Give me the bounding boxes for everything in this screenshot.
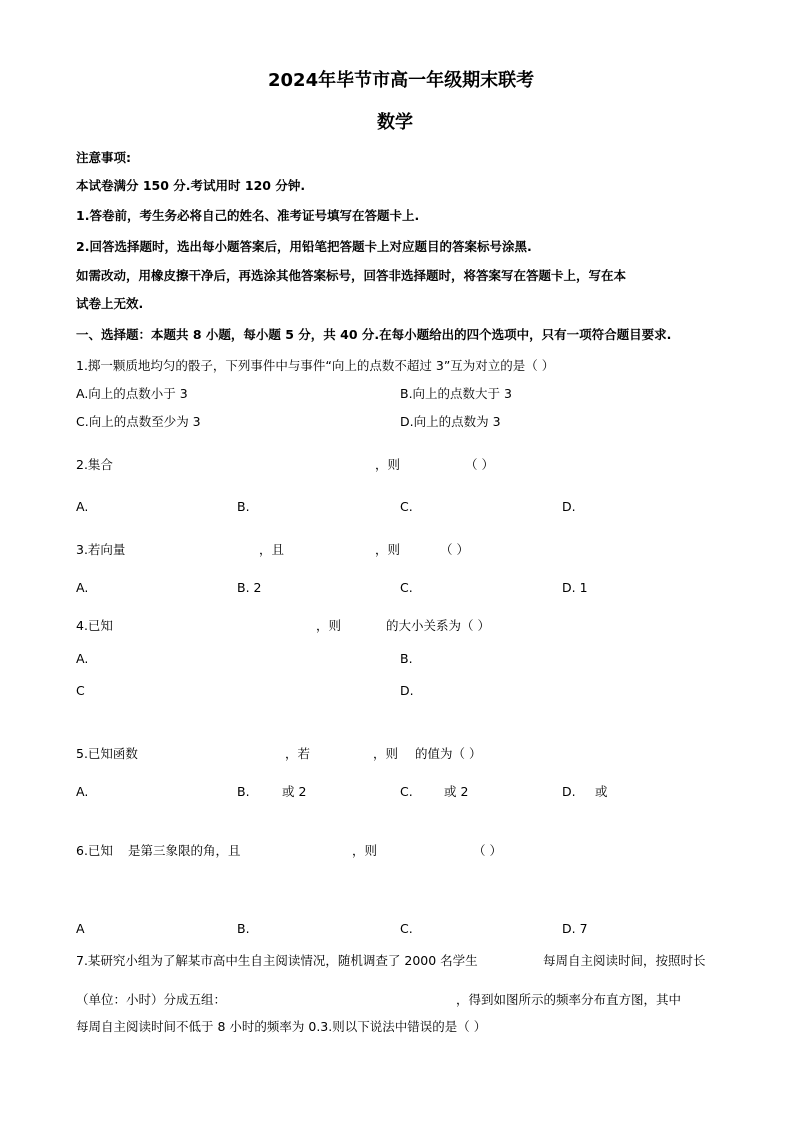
question-1-option-a: A.向上的点数小于 3: [76, 386, 188, 401]
question-7-stem: 每周自主阅读时间，按照时长: [543, 953, 706, 968]
question-3-option-c: C.: [400, 580, 413, 595]
question-4-option-c: C: [76, 683, 85, 698]
question-5-stem: ，则: [373, 746, 399, 761]
question-7-stem: （单位：小时）分成五组：: [76, 992, 227, 1007]
notice-line: 试卷上无效.: [76, 296, 144, 311]
question-5-option-d-text: 或: [595, 784, 608, 799]
question-3-stem: （ ）: [440, 542, 469, 557]
question-2-stem: （ ）: [465, 457, 494, 472]
question-1-stem: 1.掷一颗质地均匀的骰子，下列事件中与事件“向上的点数不超过 3”互为对立的是（ ）: [76, 358, 555, 373]
question-6-option-b: B.: [237, 921, 250, 936]
question-3-stem: ，则: [375, 542, 401, 557]
question-5-stem: ，若: [285, 746, 311, 761]
question-7-stem: ，得到如图所示的频率分布直方图，其中: [456, 992, 682, 1007]
question-2-option-a: A.: [76, 499, 89, 514]
question-2-option-b: B.: [237, 499, 250, 514]
notice-line: 本试卷满分 150 分.考试用时 120 分钟.: [76, 178, 306, 193]
question-4-option-d: D.: [400, 683, 414, 698]
question-1-option-b: B.向上的点数大于 3: [400, 386, 512, 401]
question-5-option-c-text: 或 2: [444, 784, 469, 799]
question-6-option-c: C.: [400, 921, 413, 936]
question-5-option-c: C.: [400, 784, 413, 799]
notice-line: 2.回答选择题时，选出每小题答案后，用铅笔把答题卡上对应题目的答案标号涂黑.: [76, 239, 532, 254]
notice-heading: 注意事项:: [76, 150, 131, 165]
section-heading: 一、选择题：本题共 8 小题，每小题 5 分，共 40 分.在每小题给出的四个选项中，只有一项符合题目要求.: [76, 327, 672, 342]
question-5-option-a: A.: [76, 784, 89, 799]
question-2-stem: ，则: [375, 457, 401, 472]
question-5-option-d: D.: [562, 784, 576, 799]
question-6-option-d: D. 7: [562, 921, 588, 936]
question-7-stem: 每周自主阅读时间不低于 8 小时的频率为 0.3.则以下说法中错误的是（ ）: [76, 1019, 487, 1034]
question-6-stem: ，则: [352, 843, 378, 858]
question-5-stem: 5.已知函数: [76, 746, 138, 761]
question-3-option-d: D. 1: [562, 580, 588, 595]
question-3-stem: 3.若向量: [76, 542, 126, 557]
question-5-option-b-text: 或 2: [282, 784, 307, 799]
question-6-stem: 6.已知: [76, 843, 113, 858]
question-3-option-a: A.: [76, 580, 89, 595]
question-4-option-b: B.: [400, 651, 413, 666]
question-4-stem: 的大小关系为（ ）: [386, 618, 490, 633]
notice-line: 1.答卷前，考生务必将自己的姓名、准考证号填写在答题卡上.: [76, 208, 420, 223]
question-5-option-b: B.: [237, 784, 250, 799]
question-1-option-c: C.向上的点数至少为 3: [76, 414, 201, 429]
question-2-option-c: C.: [400, 499, 413, 514]
question-2-option-d: D.: [562, 499, 576, 514]
question-1-option-d: D.向上的点数为 3: [400, 414, 501, 429]
question-3-option-b: B. 2: [237, 580, 262, 595]
subject-title: 数学: [377, 112, 413, 133]
question-4-stem: 4.已知: [76, 618, 113, 633]
notice-line: 如需改动，用橡皮擦干净后，再选涂其他答案标号，回答非选择题时，将答案写在答题卡上，写在本: [76, 268, 627, 283]
question-5-stem: 的值为（ ）: [415, 746, 482, 761]
question-7-stem: 7.某研究小组为了解某市高中生自主阅读情况，随机调查了 2000 名学生: [76, 953, 478, 968]
question-4-stem: ，则: [316, 618, 342, 633]
question-6-stem: 是第三象限的角，且: [128, 843, 241, 858]
exam-title: 2024年毕节市高一年级期末联考: [268, 70, 535, 91]
question-2-stem: 2.集合: [76, 457, 113, 472]
question-3-stem: ，且: [259, 542, 285, 557]
question-6-option-a: A: [76, 921, 85, 936]
question-6-stem: （ ）: [473, 843, 502, 858]
question-4-option-a: A.: [76, 651, 89, 666]
